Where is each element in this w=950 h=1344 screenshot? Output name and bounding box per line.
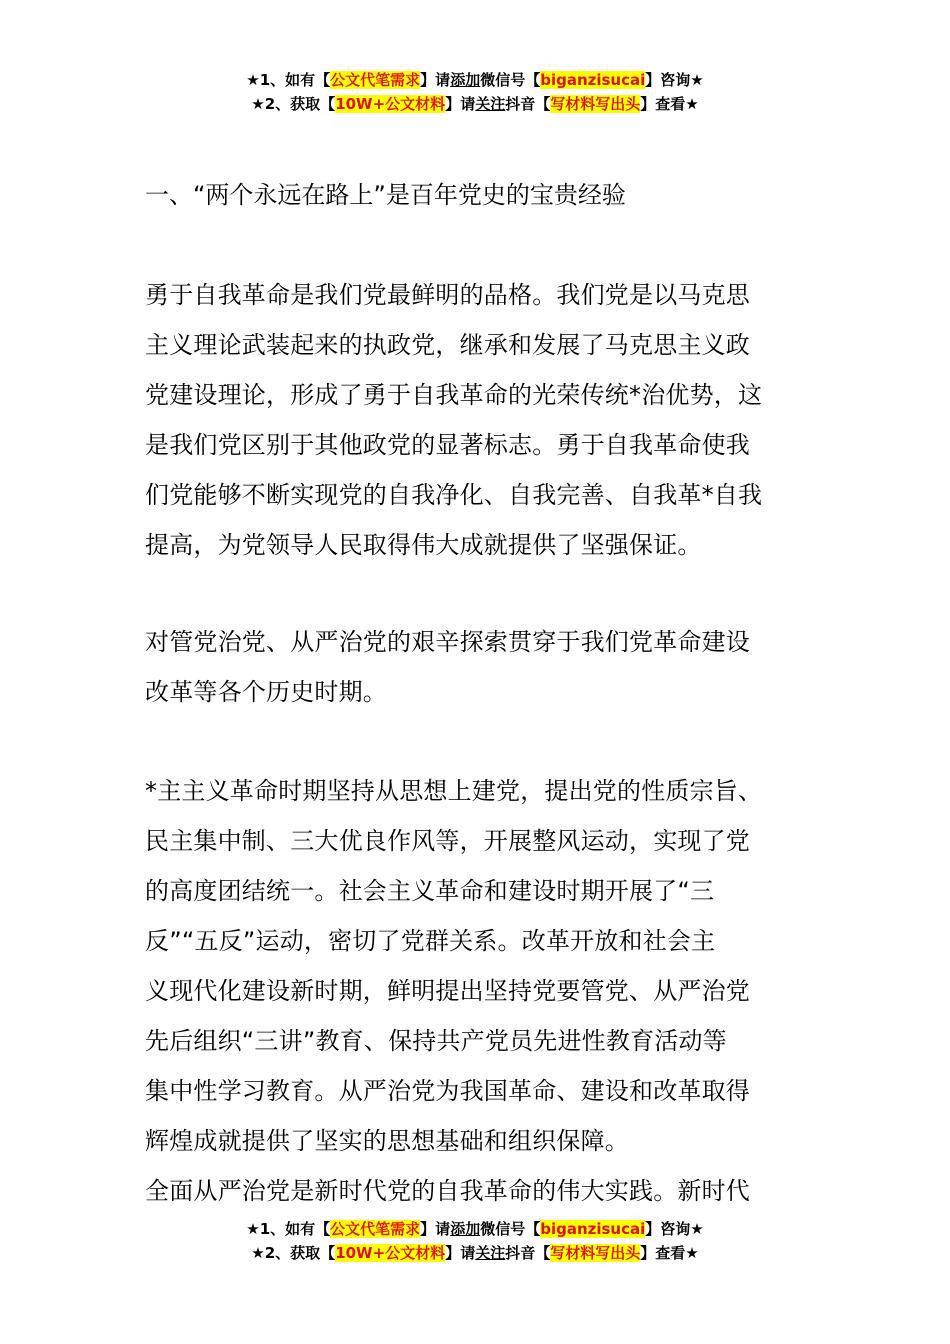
text-line: 辉煌成就提供了坚实的思想基础和组织保障。 <box>145 1127 629 1155</box>
text-line: 是我们党区别于其他政党的显著标志。勇于自我革命使我 <box>145 431 750 459</box>
banner-text: 】请 <box>445 1244 476 1262</box>
text-line: *主主义革命时期坚持从思想上建党，提出党的性质宗旨、 <box>145 777 763 805</box>
banner-text: 抖音【 <box>505 1244 551 1262</box>
paragraph-1 <box>145 270 810 570</box>
text-line: 集中性学习教育。从严治党为我国革命、建设和改革取得 <box>145 1077 750 1105</box>
banner-underline: 添加 <box>450 1220 481 1238</box>
banner-text: 】查看★ <box>640 95 699 113</box>
text-line: 反”“五反”运动，密切了党群关系。改革开放和社会主 <box>145 927 716 955</box>
banner-highlight: biganzisucai <box>540 1220 646 1238</box>
paragraph-3 <box>145 766 810 1216</box>
text-line: 主义理论武装起来的执政党，继承和发展了马克思主义政 <box>145 331 750 359</box>
banner-underline: 添加 <box>450 71 481 89</box>
text-line: 改革等各个历史时期。 <box>145 678 387 706</box>
banner-underline: 关注 <box>475 1244 506 1262</box>
header-banner <box>0 68 950 116</box>
text-line: 的高度团结统一。社会主义革命和建设时期开展了“三 <box>145 877 715 905</box>
banner-highlight: 写材料写出头 <box>550 95 641 113</box>
text-line: 党建设理论，形成了勇于自我革命的光荣传统*治优势，这 <box>145 381 763 409</box>
banner-highlight: 10W+公文材料 <box>335 95 446 113</box>
banner-text: 微信号【 <box>480 71 541 89</box>
banner-text: 】咨询★ <box>645 71 704 89</box>
banner-highlight: biganzisucai <box>540 71 646 89</box>
banner-line-1 <box>0 1217 950 1241</box>
banner-underline: 关注 <box>475 95 506 113</box>
banner-text: 】请 <box>420 1220 451 1238</box>
banner-line-2 <box>0 92 950 116</box>
banner-highlight: 10W+公文材料 <box>335 1244 446 1262</box>
banner-text: ★1、如有【 <box>246 71 331 89</box>
text-line: 们党能够不断实现党的自我净化、自我完善、自我革*自我 <box>145 481 763 509</box>
text-line: 全面从严治党是新时代党的自我革命的伟大实践。新时代 <box>145 1177 750 1205</box>
banner-text: 】请 <box>445 95 476 113</box>
text-line: 先后组织“三讲”教育、保持共产党员先进性教育活动等 <box>145 1027 727 1055</box>
banner-text: 】查看★ <box>640 1244 699 1262</box>
banner-text: ★1、如有【 <box>246 1220 331 1238</box>
text-line: 义现代化建设新时期，鲜明提出坚持党要管党、从严治党 <box>145 977 750 1005</box>
banner-text: 】咨询★ <box>645 1220 704 1238</box>
text-line: 勇于自我革命是我们党最鲜明的品格。我们党是以马克思 <box>145 281 750 309</box>
banner-text: ★2、获取【 <box>251 95 336 113</box>
banner-text: 抖音【 <box>505 95 551 113</box>
text-line: 民主集中制、三大优良作风等，开展整风运动，实现了党 <box>145 827 750 855</box>
banner-highlight: 写材料写出头 <box>550 1244 641 1262</box>
banner-text: ★2、获取【 <box>251 1244 336 1262</box>
text-line: 对管党治党、从严治党的艰辛探索贯穿于我们党革命建设 <box>145 628 750 656</box>
banner-highlight: 公文代笔需求 <box>330 71 421 89</box>
banner-text: 】请 <box>420 71 451 89</box>
banner-line-1 <box>0 68 950 92</box>
paragraph-2 <box>145 617 810 717</box>
footer-banner <box>0 1217 950 1265</box>
banner-line-2 <box>0 1241 950 1265</box>
section-heading: 一、“两个永远在路上”是百年党史的宝贵经验 <box>145 181 626 209</box>
banner-highlight: 公文代笔需求 <box>330 1220 421 1238</box>
banner-text: 微信号【 <box>480 1220 541 1238</box>
text-line: 提高，为党领导人民取得伟大成就提供了坚强保证。 <box>145 531 702 559</box>
